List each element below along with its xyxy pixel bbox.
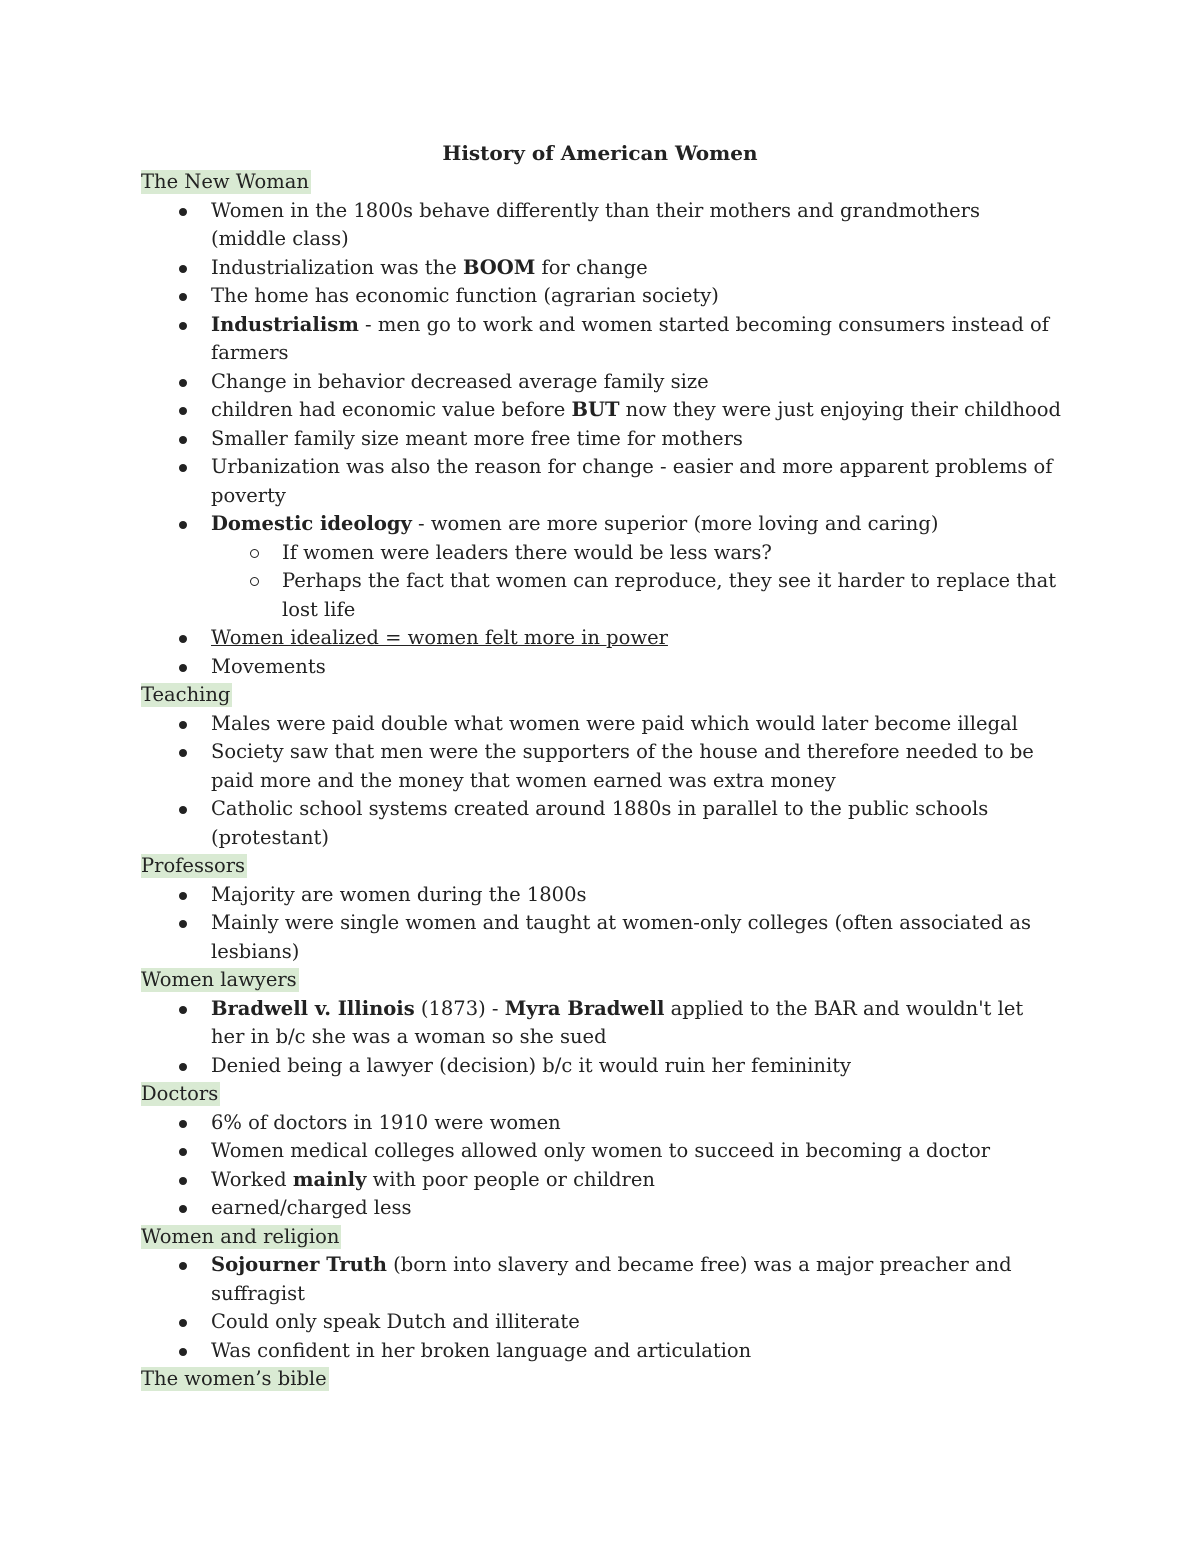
- list-item: earned/charged less: [141, 1194, 1061, 1223]
- list-item: Industrialism - men go to work and women started becoming consumers instead of farmers: [141, 311, 1061, 368]
- bold-term: mainly: [292, 1167, 367, 1191]
- list-item: Change in behavior decreased average family size: [141, 368, 1061, 397]
- section-heading-text: Professors: [141, 854, 246, 877]
- list-item: Could only speak Dutch and illiterate: [141, 1308, 1061, 1337]
- section-heading-text: Women and religion: [141, 1224, 340, 1248]
- list-item: Bradwell v. Illinois (1873) - Myra Bradwell applied to the BAR and wouldn't let her in b/c she was a woman so she sued: [141, 995, 1061, 1052]
- section-heading-text: Women lawyers: [141, 968, 297, 991]
- section-heading: [141, 681, 1061, 710]
- section-heading: [141, 168, 1061, 197]
- list-item: The home has economic function (agrarian society): [141, 282, 1061, 311]
- list-item: Industrialization was the BOOM for change: [141, 254, 1061, 283]
- bullet-list: [141, 1251, 1061, 1365]
- section-heading-text: The New Woman: [141, 170, 309, 193]
- bullet-list: [141, 995, 1061, 1081]
- list-item: Catholic school systems created around 1880s in parallel to the public schools (protestant): [141, 795, 1061, 852]
- list-item: Women in the 1800s behave differently than their mothers and grandmothers (middle class): [141, 197, 1061, 254]
- bold-term: Sojourner Truth: [211, 1253, 387, 1276]
- list-item: [141, 624, 1061, 653]
- section-heading: [141, 852, 1061, 881]
- section-heading: [141, 1080, 1061, 1109]
- section-heading-text: Teaching: [141, 683, 231, 706]
- section-heading: [141, 1223, 1061, 1252]
- document-title: History of American Women: [442, 141, 758, 165]
- list-item: Males were paid double what women were paid which would later become illegal: [141, 710, 1061, 739]
- list-item: Denied being a lawyer (decision) b/c it would ruin her femininity: [141, 1052, 1061, 1081]
- section-heading: [141, 1365, 1061, 1394]
- list-item: Majority are women during the 1800s: [141, 881, 1061, 910]
- list-item: Urbanization was also the reason for change - easier and more apparent problems of poverty: [141, 453, 1061, 510]
- bold-term: Domestic ideology: [211, 512, 412, 535]
- bullet-list: [141, 1109, 1061, 1223]
- bullet-list: [141, 881, 1061, 967]
- section-heading: [141, 966, 1061, 995]
- section-heading-text: Doctors: [141, 1082, 219, 1105]
- list-item: Smaller family size meant more free time for mothers: [141, 425, 1061, 454]
- list-item: children had economic value before BUT now they were just enjoying their childhood: [141, 396, 1061, 425]
- underlined-text: Women idealized = women felt more in power: [211, 626, 668, 649]
- list-item: Women medical colleges allowed only women to succeed in becoming a doctor: [141, 1137, 1061, 1166]
- bold-term: BOOM: [462, 255, 536, 279]
- bold-term: Industrialism: [211, 312, 359, 336]
- sub-list-item: If women were leaders there would be less wars?: [141, 539, 1061, 568]
- bullet-list: [141, 197, 1061, 682]
- section-heading-text: The women’s bible: [141, 1367, 327, 1390]
- list-item: Worked mainly with poor people or children: [141, 1166, 1061, 1195]
- list-item: 6% of doctors in 1910 were women: [141, 1109, 1061, 1138]
- bullet-list: [141, 710, 1061, 853]
- list-item: Mainly were single women and taught at women-only colleges (often associated as lesbians): [141, 909, 1061, 966]
- bold-term: BUT: [571, 398, 620, 421]
- sub-list-item: Perhaps the fact that women can reproduce, they see it harder to replace that lost life: [141, 567, 1061, 624]
- list-item: Sojourner Truth (born into slavery and became free) was a major preacher and suffragist: [141, 1251, 1061, 1308]
- bold-term: Bradwell v. Illinois: [211, 996, 415, 1020]
- bold-term: Myra Bradwell: [504, 996, 665, 1020]
- list-item: Movements: [141, 653, 1061, 682]
- document-body: [141, 168, 1061, 1394]
- list-item: Society saw that men were the supporters of the house and therefore needed to be paid more and the money that women earned was extra money: [141, 738, 1061, 795]
- list-item: Was confident in her broken language and articulation: [141, 1337, 1061, 1366]
- list-item: Domestic ideology - women are more superior (more loving and caring): [141, 510, 1061, 539]
